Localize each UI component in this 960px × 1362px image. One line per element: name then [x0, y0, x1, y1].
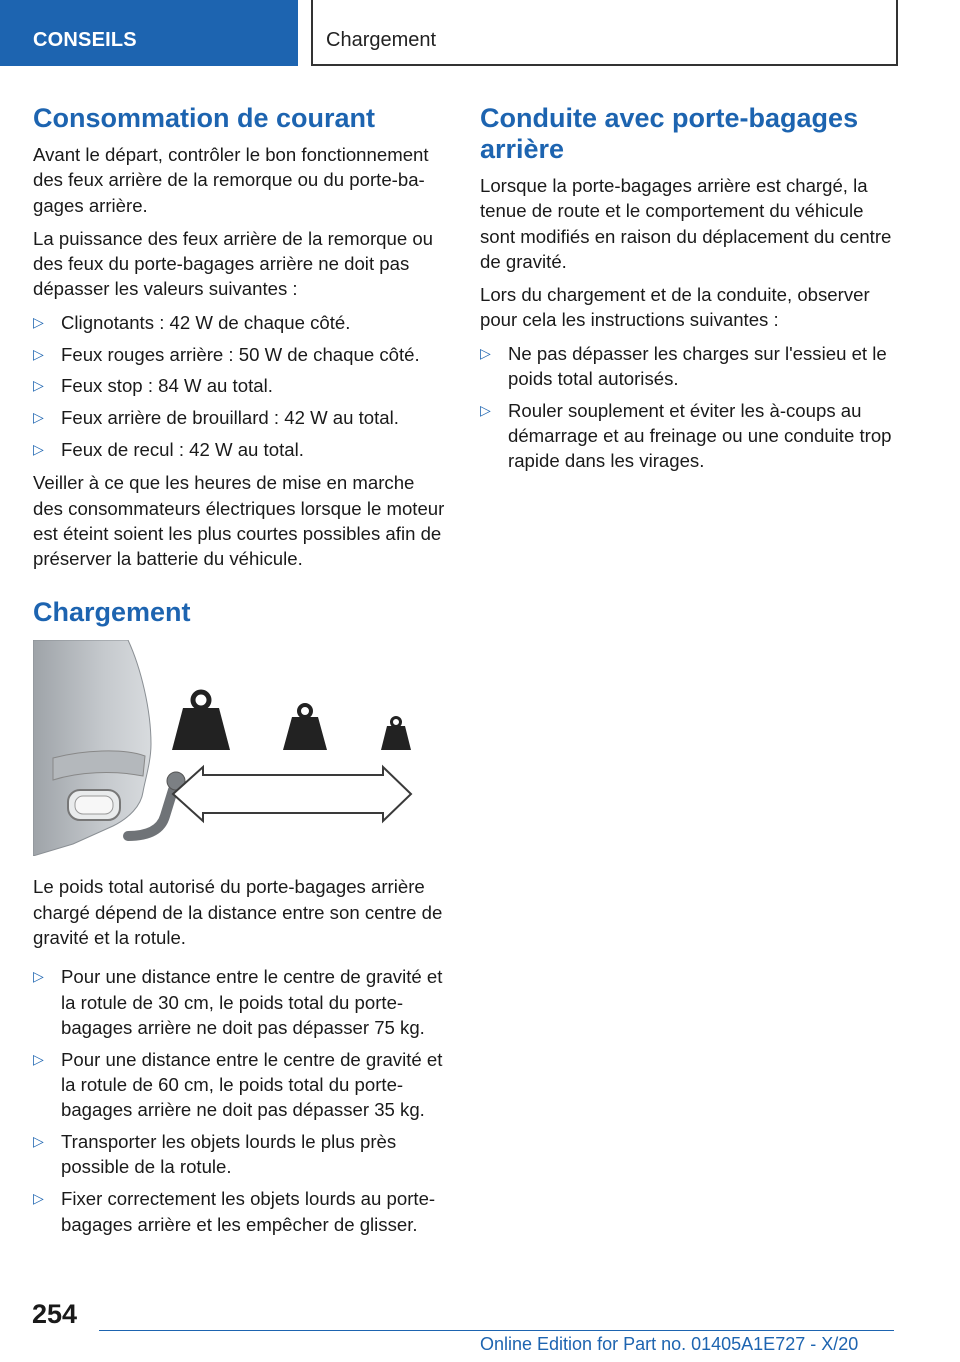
loading-caption: Le poids total autorisé du porte-bagages arrière chargé dépend de la distance entre son centre de gravité et la rotule. — [33, 876, 443, 949]
medium-weight-icon — [283, 705, 327, 750]
triangle-bullet-icon: ▷ — [33, 377, 44, 394]
chapter-title: Chargement — [326, 29, 437, 51]
triangle-bullet-icon: ▷ — [480, 401, 491, 418]
list-item: ▷ Pour une distance entre le centre de gravité et la rotule de 30 cm, le poids total du porte-bagages arrière ne doit pas dépasser 75 kg. — [33, 966, 443, 1038]
chapter-header — [311, 0, 898, 66]
list-item: ▷ Feux arrière de brouillard : 42 W au total. — [33, 405, 447, 430]
triangle-bullet-icon: ▷ — [33, 409, 44, 426]
list-item: ▷ Pour une distance entre le centre de gravité et la rotule de 60 cm, le poids total du porte-bagages arrière ne doit pas dépasser 35 kg. — [33, 1048, 443, 1121]
list-item: ▷ Feux stop : 84 W au total. — [33, 373, 447, 398]
edition-note: Online Edition for Part no. 01405A1E727 - X/20 — [480, 1334, 859, 1354]
carrier-driving-para-2: Lors du chargement et de la conduite, observer pour cela les instructions suivantes : — [480, 284, 870, 331]
triangle-bullet-icon: ▷ — [33, 968, 44, 985]
large-weight-icon — [172, 692, 230, 750]
carrier-driving-heading: Conduite avec porte-bagages arrière — [480, 103, 859, 164]
section-tab — [0, 0, 298, 66]
list-item: ▷ Ne pas dépasser les charges sur l'essieu et le poids total autorisés. — [480, 342, 887, 390]
loading-list — [33, 964, 447, 1236]
small-weight-icon — [381, 718, 411, 751]
rear-carrier-illustration — [33, 640, 436, 856]
left-column — [33, 103, 447, 1245]
triangle-bullet-icon: ▷ — [480, 344, 491, 361]
consumption-heading: Consommation de courant — [33, 103, 376, 133]
carrier-driving-para-1: Lorsque la porte-bagages arrière est chargé, la tenue de route et le comportement du véhicule sont modifiés en raison du déplacement du centre de gravité. — [480, 175, 892, 272]
consumption-para-3: Veiller à ce que les heures de mise en marche des consommateurs électriques lorsque le moteur est éteint soient les plus courtes possibles afin de préserver la batterie du véhicule. — [33, 472, 445, 570]
consumption-para-1: Avant le départ, contrôler le bon fonctionnement des feux arrière de la remorque ou du porte-bagages arrière. — [33, 144, 429, 216]
list-item: ▷ Transporter les objets lourds le plus près possible de la rotule. — [33, 1131, 397, 1178]
consumption-list — [33, 310, 447, 462]
triangle-bullet-icon: ▷ — [33, 313, 44, 330]
tow-hitch-weights-diagram — [33, 640, 436, 856]
carrier-driving-list — [480, 341, 900, 474]
triangle-bullet-icon: ▷ — [33, 1050, 44, 1067]
footer-divider — [99, 1330, 894, 1331]
triangle-bullet-icon: ▷ — [33, 440, 44, 457]
loading-heading: Chargement — [33, 597, 191, 628]
triangle-bullet-icon: ▷ — [33, 345, 44, 362]
list-item: ▷ Clignotants : 42 W de chaque côté. — [33, 310, 447, 335]
list-item: ▷ Rouler souplement et éviter les à-coups au démarrage et au freinage ou une conduite trop rapide dans les virages. — [480, 399, 892, 472]
list-item: ▷ Fixer correctement les objets lourds au porte-bagages arrière et les empêcher de glisser. — [33, 1188, 436, 1235]
section-tab-label: CONSEILS — [33, 29, 137, 51]
page-number: 254 — [32, 1299, 78, 1329]
consumption-para-2: La puissance des feux arrière de la remorque ou des feux du porte-bagages arrière ne doit pas dépasser les valeurs suivantes : — [33, 227, 434, 300]
triangle-bullet-icon: ▷ — [33, 1190, 44, 1207]
right-column — [480, 103, 900, 482]
distance-double-arrow — [173, 767, 411, 821]
triangle-bullet-icon: ▷ — [33, 1133, 44, 1150]
list-item: ▷ Feux de recul : 42 W au total. — [33, 437, 447, 462]
car-rear-body — [33, 640, 151, 856]
list-item: ▷ Feux rouges arrière : 50 W de chaque côté. — [33, 342, 447, 367]
